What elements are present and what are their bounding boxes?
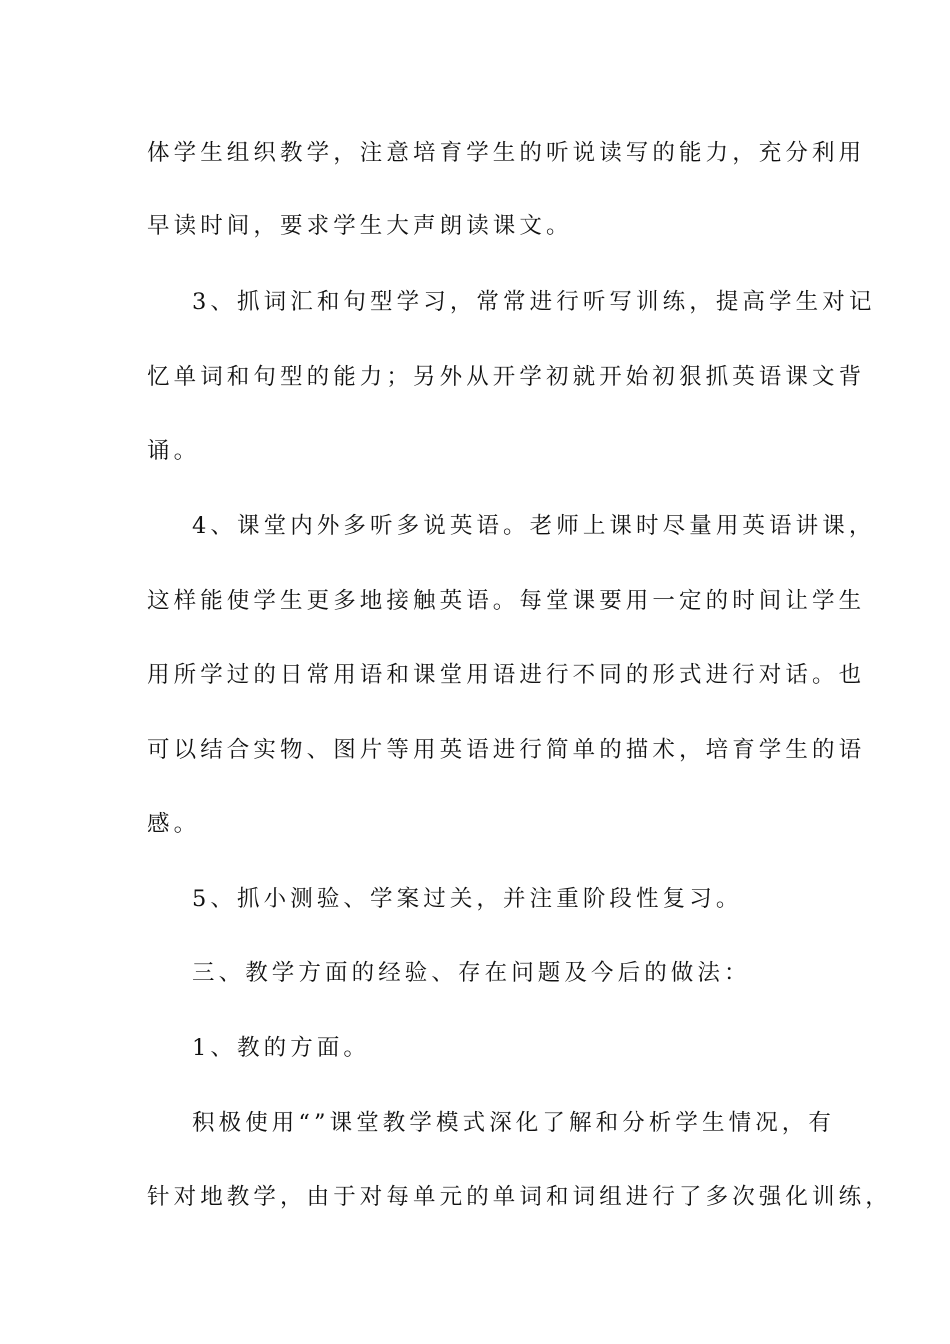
text-line-14: 积极使用“”课堂教学模式深化了解和分析学生情况，有 [192,1110,836,1136]
text-line-5: 诵。 [147,438,201,464]
text-line-11: 5、抓小测验、学案过关，并注重阶段性复习。 [192,886,743,912]
text-line-1: 体学生组织教学，注意培育学生的听说读写的能力，充分利用 [147,140,866,166]
text-line-13: 1、教的方面。 [192,1035,371,1061]
text-line-2: 早读时间，要求学生大声朗读课文。 [147,213,573,239]
text-line-12: 三、教学方面的经验、存在问题及今后的做法： [192,960,751,986]
text-line-3: 3、抓词汇和句型学习，常常进行听写训练，提高学生对记 [192,289,876,315]
text-line-9: 可以结合实物、图片等用英语进行简单的描术，培育学生的语 [147,737,866,763]
text-line-10: 感。 [147,811,201,837]
text-line-15: 针对地教学，由于对每单元的单词和词组进行了多次强化训练， [147,1184,892,1210]
text-line-6: 4、课堂内外多听多说英语。老师上课时尽量用英语讲课， [192,513,876,539]
text-line-4: 忆单词和句型的能力；另外从开学初就开始初狠抓英语课文背 [147,364,866,390]
text-line-7: 这样能使学生更多地接触英语。每堂课要用一定的时间让学生 [147,588,866,614]
text-line-8: 用所学过的日常用语和课堂用语进行不同的形式进行对话。也 [147,662,866,688]
